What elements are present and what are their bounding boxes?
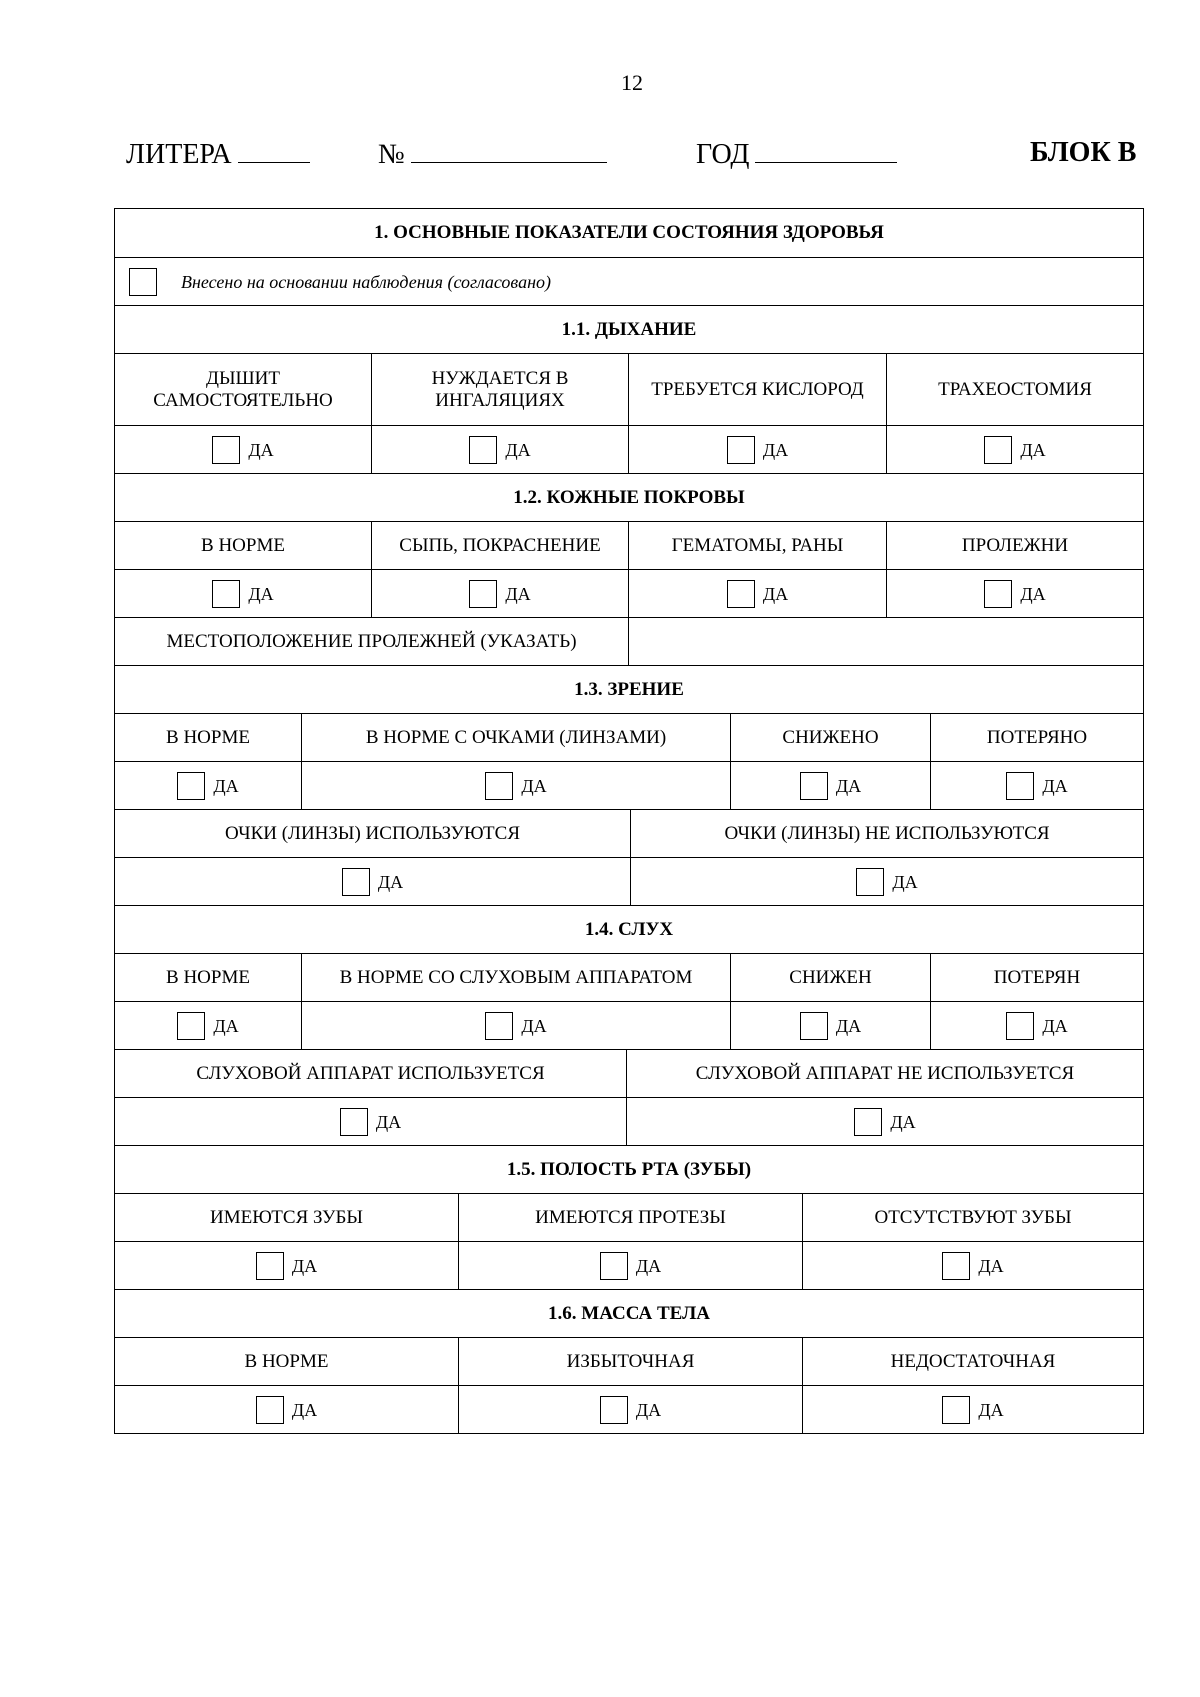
- vision-header-row: [115, 713, 1143, 761]
- observation-row: [115, 257, 1143, 305]
- skin-yes-row: [115, 569, 1143, 617]
- glasses-yes-row: [115, 857, 1143, 905]
- vision-yes-glasses: [301, 762, 730, 809]
- aid-yes-row: [115, 1097, 1143, 1145]
- number-field[interactable]: [378, 136, 607, 172]
- vision-yes-row: [115, 761, 1143, 809]
- hearing-col-reduced: СНИЖЕН: [730, 954, 930, 1001]
- vision-title: 1.3. ЗРЕНИЕ: [574, 678, 684, 700]
- hearing-yes-aid: [301, 1002, 730, 1049]
- skin-location-label: МЕСТОПОЛОЖЕНИЕ ПРОЛЕЖНЕЙ (УКАЗАТЬ): [166, 630, 577, 652]
- weight-col-excess: ИЗБЫТОЧНАЯ: [458, 1338, 802, 1385]
- breathing-col-oxygen: ТРЕБУЕТСЯ КИСЛОРОД: [628, 354, 886, 425]
- aid-not-used-yes: [626, 1098, 1143, 1145]
- skin-yes-normal: [115, 570, 371, 617]
- yes-label: ДА: [248, 439, 274, 460]
- weight-yes-deficient: [802, 1386, 1143, 1433]
- skin-title: 1.2. КОЖНЫЕ ПОКРОВЫ: [513, 486, 745, 508]
- breathing-title: 1.1. ДЫХАНИЕ: [561, 318, 697, 340]
- yes-label: ДА: [375, 1111, 402, 1132]
- breathing-yes-inhalation: [371, 426, 628, 473]
- hearing-title-row: [115, 905, 1143, 953]
- skin-yes-bedsores: [886, 570, 1143, 617]
- yes-label: ДА: [1042, 1015, 1068, 1036]
- weight-header-row: [115, 1337, 1143, 1385]
- checkbox[interactable]: [1006, 772, 1034, 800]
- weight-yes-excess: [458, 1386, 802, 1433]
- checkbox[interactable]: [485, 772, 513, 800]
- yes-label: ДА: [521, 1015, 547, 1036]
- hearing-col-aid: В НОРМЕ СО СЛУХОВЫМ АППАРАТОМ: [301, 954, 730, 1001]
- breathing-yes-tracheostomy: [886, 426, 1143, 473]
- breathing-header-row: [115, 353, 1143, 425]
- yes-label: ДА: [762, 439, 789, 460]
- vision-col-reduced: СНИЖЕНО: [730, 714, 930, 761]
- checkbox[interactable]: [942, 1396, 970, 1424]
- breathing-col-tracheostomy: ТРАХЕОСТОМИЯ: [886, 354, 1143, 425]
- mouth-yes-no-teeth: [802, 1242, 1143, 1289]
- aid-header-row: [115, 1049, 1143, 1097]
- yes-label: ДА: [1042, 775, 1068, 796]
- checkbox[interactable]: [256, 1396, 284, 1424]
- checkbox[interactable]: [942, 1252, 970, 1280]
- skin-col-normal: В НОРМЕ: [201, 534, 285, 556]
- litera-label: ЛИТЕРА: [126, 139, 232, 170]
- checkbox[interactable]: [800, 1012, 828, 1040]
- weight-yes-row: [115, 1385, 1143, 1433]
- skin-header-row: [115, 521, 1143, 569]
- yes-label: ДА: [762, 583, 789, 604]
- yes-label: ДА: [377, 871, 404, 892]
- checkbox[interactable]: [212, 580, 240, 608]
- mouth-title-row: [115, 1145, 1143, 1193]
- breathing-yes-self: [115, 426, 371, 473]
- year-label: ГОД: [696, 139, 750, 170]
- checkbox[interactable]: [854, 1108, 882, 1136]
- glasses-used-yes: [115, 858, 630, 905]
- checkbox[interactable]: [1006, 1012, 1034, 1040]
- glasses-used-label: ОЧКИ (ЛИНЗЫ) ИСПОЛЬЗУЮТСЯ: [224, 822, 521, 844]
- vision-col-normal: В НОРМЕ: [166, 726, 250, 748]
- weight-col-deficient: НЕДОСТАТОЧНАЯ: [802, 1338, 1143, 1385]
- health-form: [114, 208, 1144, 1434]
- observation-note-text: Внесено на основании наблюдения (согласовано): [181, 271, 552, 292]
- glasses-not-used-label: ОЧКИ (ЛИНЗЫ) НЕ ИСПОЛЬЗУЮТСЯ: [630, 810, 1143, 857]
- hearing-yes-normal: [115, 1002, 301, 1049]
- aid-used-label: СЛУХОВОЙ АППАРАТ ИСПОЛЬЗУЕТСЯ: [196, 1062, 545, 1084]
- yes-label: ДА: [1020, 439, 1046, 460]
- yes-label: ДА: [505, 583, 531, 604]
- yes-label: ДА: [835, 775, 862, 796]
- glasses-not-used-yes: [630, 858, 1143, 905]
- hearing-col-lost: ПОТЕРЯН: [930, 954, 1143, 1001]
- hearing-col-normal: В НОРМЕ: [166, 966, 250, 988]
- mouth-title: 1.5. ПОЛОСТЬ РТА (ЗУБЫ): [506, 1158, 752, 1180]
- aid-used-yes: [115, 1098, 626, 1145]
- checkbox[interactable]: [340, 1108, 368, 1136]
- yes-label: ДА: [1020, 583, 1046, 604]
- checkbox[interactable]: [342, 868, 370, 896]
- skin-location-row: [115, 617, 1143, 665]
- year-field[interactable]: [696, 136, 897, 172]
- checkbox[interactable]: [177, 772, 205, 800]
- hearing-title: 1.4. СЛУХ: [584, 918, 674, 940]
- hearing-yes-lost: [930, 1002, 1143, 1049]
- litera-line: [238, 136, 310, 163]
- yes-label: ДА: [521, 775, 547, 796]
- yes-label: ДА: [213, 1015, 239, 1036]
- breathing-title-row: [115, 305, 1143, 353]
- page-number: 12: [621, 70, 643, 95]
- weight-yes-normal: [115, 1386, 458, 1433]
- checkbox[interactable]: [727, 580, 755, 608]
- number-label: №: [378, 139, 405, 170]
- weight-col-normal: В НОРМЕ: [244, 1350, 329, 1372]
- weight-title: 1.6. МАССА ТЕЛА: [548, 1302, 710, 1324]
- vision-col-lost: ПОТЕРЯНО: [930, 714, 1143, 761]
- yes-label: ДА: [213, 775, 239, 796]
- vision-yes-lost: [930, 762, 1143, 809]
- breathing-col-self: ДЫШИТ САМОСТОЯТЕЛЬНО: [153, 367, 333, 411]
- observation-checkbox[interactable]: [129, 268, 157, 296]
- checkbox[interactable]: [984, 436, 1012, 464]
- breathing-yes-row: [115, 425, 1143, 473]
- mouth-header-row: [115, 1193, 1143, 1241]
- checkbox[interactable]: [256, 1252, 284, 1280]
- checkbox[interactable]: [984, 580, 1012, 608]
- weight-title-row: [115, 1289, 1143, 1337]
- skin-yes-hematoma: [628, 570, 886, 617]
- yes-label: ДА: [890, 1111, 916, 1132]
- checkbox[interactable]: [600, 1396, 628, 1424]
- checkbox[interactable]: [177, 1012, 205, 1040]
- number-line: [411, 136, 607, 163]
- glasses-header-row: [115, 809, 1143, 857]
- checkbox[interactable]: [800, 772, 828, 800]
- hearing-header-row: [115, 953, 1143, 1001]
- litera-field[interactable]: [126, 136, 310, 172]
- skin-col-rash: СЫПЬ, ПОКРАСНЕНИЕ: [371, 522, 628, 569]
- yes-label: ДА: [635, 1399, 662, 1420]
- year-line: [755, 136, 897, 163]
- mouth-yes-dentures: [458, 1242, 802, 1289]
- checkbox[interactable]: [600, 1252, 628, 1280]
- breathing-col-inhalation: НУЖДАЕТСЯ В ИНГАЛЯЦИЯХ: [371, 354, 628, 425]
- mouth-yes-teeth: [115, 1242, 458, 1289]
- hearing-yes-row: [115, 1001, 1143, 1049]
- mouth-col-teeth: ИМЕЮТСЯ ЗУБЫ: [210, 1206, 363, 1228]
- yes-label: ДА: [835, 1015, 862, 1036]
- mouth-col-no-teeth: ОТСУТСТВУЮТ ЗУБЫ: [802, 1194, 1143, 1241]
- mouth-col-dentures: ИМЕЮТСЯ ПРОТЕЗЫ: [458, 1194, 802, 1241]
- yes-label: ДА: [248, 583, 274, 604]
- breathing-yes-oxygen: [628, 426, 886, 473]
- aid-not-used-label: СЛУХОВОЙ АППАРАТ НЕ ИСПОЛЬЗУЕТСЯ: [626, 1050, 1143, 1097]
- hearing-yes-reduced: [730, 1002, 930, 1049]
- block-label: БЛОК В: [1030, 137, 1137, 168]
- vision-col-glasses: В НОРМЕ С ОЧКАМИ (ЛИНЗАМИ): [301, 714, 730, 761]
- observation-note: [115, 258, 1143, 305]
- skin-col-hematoma: ГЕМАТОМЫ, РАНЫ: [628, 522, 886, 569]
- vision-title-row: [115, 665, 1143, 713]
- yes-label: ДА: [635, 1255, 662, 1276]
- section-title: 1. ОСНОВНЫЕ ПОКАЗАТЕЛИ СОСТОЯНИЯ ЗДОРОВЬЯ: [374, 222, 884, 243]
- skin-col-bedsores: ПРОЛЕЖНИ: [886, 522, 1143, 569]
- yes-label: ДА: [291, 1399, 318, 1420]
- skin-location-input[interactable]: [628, 618, 1143, 665]
- vision-yes-normal: [115, 762, 301, 809]
- checkbox[interactable]: [469, 580, 497, 608]
- yes-label: ДА: [291, 1255, 318, 1276]
- checkbox[interactable]: [856, 868, 884, 896]
- vision-yes-reduced: [730, 762, 930, 809]
- section-title-row: [115, 209, 1143, 257]
- checkbox[interactable]: [212, 436, 240, 464]
- mouth-yes-row: [115, 1241, 1143, 1289]
- yes-label: ДА: [892, 871, 918, 892]
- checkbox[interactable]: [727, 436, 755, 464]
- skin-yes-rash: [371, 570, 628, 617]
- skin-title-row: [115, 473, 1143, 521]
- yes-label: ДА: [978, 1255, 1004, 1276]
- checkbox[interactable]: [469, 436, 497, 464]
- yes-label: ДА: [505, 439, 531, 460]
- yes-label: ДА: [978, 1399, 1004, 1420]
- checkbox[interactable]: [485, 1012, 513, 1040]
